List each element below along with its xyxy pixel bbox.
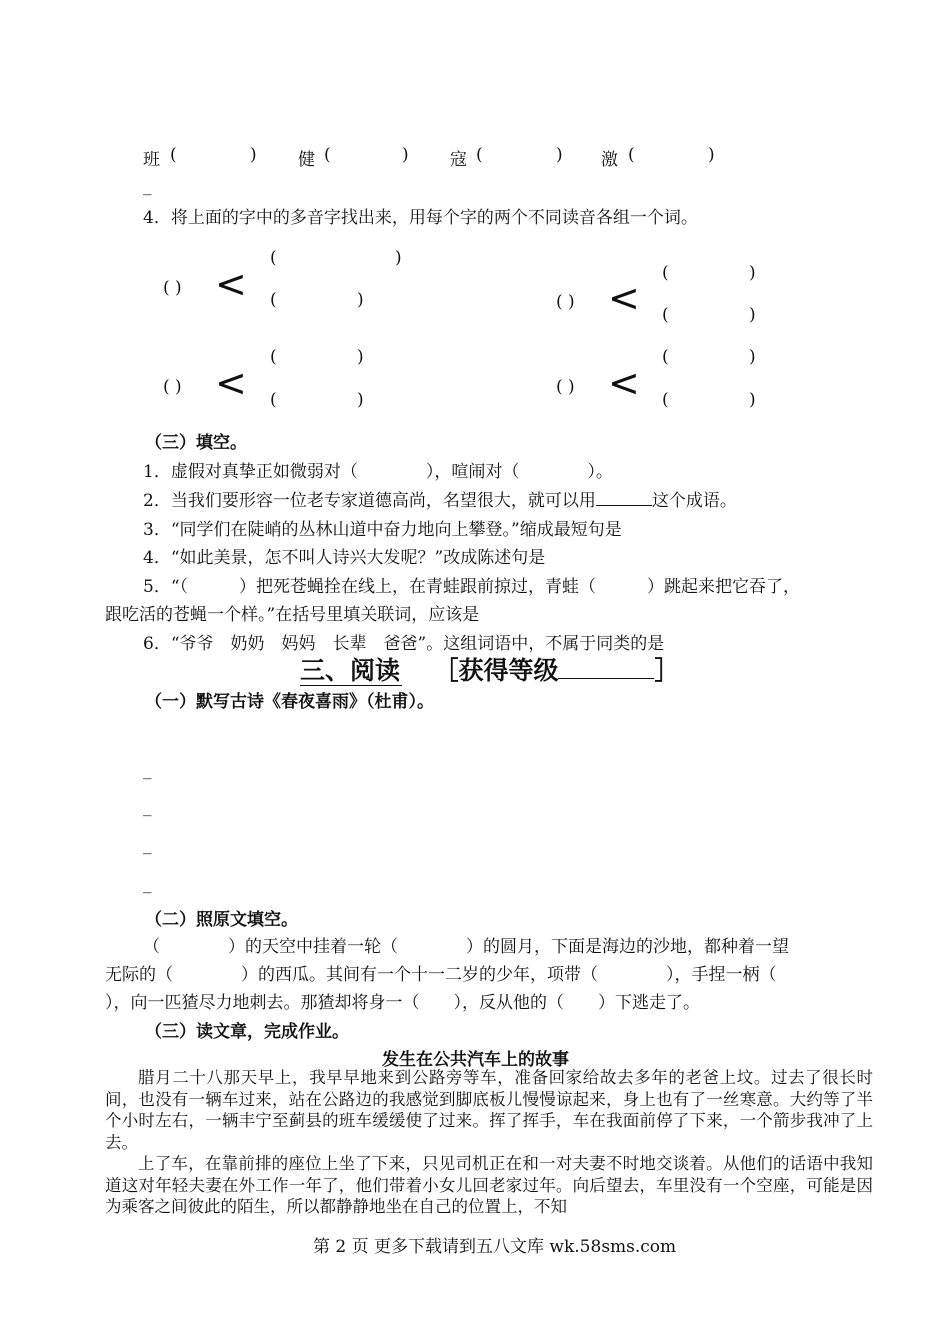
paren-open: ( [662, 390, 669, 410]
char-jian: 健 [298, 150, 315, 170]
paren-open: ( [476, 145, 483, 165]
question-4: 4．将上面的字中的多音字找出来，用每个字的两个不同读音各组一个词。 [143, 208, 698, 228]
polyphone-box: ( ) [163, 278, 182, 298]
fill-item-2-tail: 这个成语。 [651, 491, 737, 511]
paren-close: ) [749, 390, 756, 410]
paren-open: ( [170, 145, 177, 165]
fill-item-5: 5．“（ ）把死苍蝇拴在线上，在青蛙跟前掠过，青蛙（ ）跳起来把它吞了， [143, 577, 801, 597]
paren-close: ) [250, 145, 257, 165]
angle-bracket: < [608, 276, 640, 320]
paren-open: ( [324, 145, 331, 165]
article-paragraph-1: 腊月二十八那天早上，我早早地来到公路旁等车，准备回家给故去多年的老爸上坟。过去了很长时间，也没有一辆车过来，站在公路边的我感觉到脚底板儿慢慢谅起来，身上也有了一丝寒意。大约等了半个小时左右，一辆丰宁至蓟县的班车缓缓使了过来。挥了挥手，车在我面前停了下来，一个箭步我冲了上去。 [105, 1068, 873, 1152]
angle-bracket: < [215, 361, 247, 405]
answer-blank[interactable] [596, 505, 652, 506]
fill-item-2 [143, 486, 737, 511]
paren-close: ) [357, 390, 364, 410]
polyphone-box: ( ) [556, 377, 575, 397]
char-ban: 班 [143, 150, 160, 170]
paren-open: ( [270, 390, 277, 410]
angle-bracket: < [215, 262, 247, 306]
paren-close: ) [357, 347, 364, 367]
poem-line-dash: _ [143, 874, 152, 894]
paren-close: ) [749, 305, 756, 325]
angle-bracket: < [608, 361, 640, 405]
fill-original-title: （二）照原文填空。 [145, 910, 298, 930]
article-paragraph-2: 上了车，在靠前排的座位上坐了下来，只见司机正在和一对夫妻不时地交谈着。从他们的话语中我知道这对年轻夫妻在外工作一年了，他们带着小女儿回老家过年。向后望去，车里没有一个空座，可能是因为乘客之间彼此的陌生，所以都静静地坐在自己的位置上，不知 [105, 1154, 873, 1216]
paren-close: ) [357, 290, 364, 310]
char-ji: 激 [601, 150, 618, 170]
polyphone-box: ( ) [556, 292, 575, 312]
paren-close: ) [402, 145, 409, 165]
reading-grade-close: ］ [654, 656, 680, 685]
article-title: 发生在公共汽车上的故事 [382, 1050, 569, 1070]
reading-heading-main: 三、阅读 [300, 656, 401, 685]
article-task-title: （三）读文章，完成作业。 [145, 1022, 349, 1042]
paren-open: ( [628, 145, 635, 165]
page-footer: 第 2 页 更多下载请到五八文库 wk.58sms.com [313, 1237, 677, 1257]
fill-original-line-3: ），向一匹猹尽力地刺去。那猹却将身一（ ），反从他的（ ）下逃走了。 [105, 993, 700, 1013]
fill-item-4: 4．“如此美景，怎不叫人诗兴大发呢？”改成陈述句是 [143, 548, 546, 568]
poem-line-dash: _ [143, 760, 152, 780]
paren-close: ) [395, 248, 402, 268]
paren-close: ) [749, 347, 756, 367]
reading-grade-label: ［获得等级 [433, 656, 559, 685]
paren-close: ) [708, 145, 715, 165]
fill-item-1: 1．虚假对真挚正如微弱对（ ），喧闹对（ ）。 [143, 462, 613, 482]
polyphone-box: ( ) [163, 377, 182, 397]
fill-original-line-1: （ ）的天空中挂着一轮（ ）的圆月，下面是海边的沙地，都种着一望 [143, 937, 789, 957]
fill-original-line-2: 无际的（ ）的西瓜。其间有一个十一二岁的少年，项带（ ），手捏一柄（ [105, 965, 777, 985]
paren-close: ) [749, 263, 756, 283]
paren-open: ( [270, 290, 277, 310]
grade-blank[interactable] [558, 678, 654, 679]
paren-open: ( [270, 347, 277, 367]
fill-item-3: 3．“同学们在陡峭的丛林山道中奋力地向上攀登。”缩成最短句是 [143, 520, 622, 540]
paren-open: ( [662, 347, 669, 367]
fill-item-6: 6．“爷爷 奶奶 妈妈 长辈 爸爸”。这组词语中，不属于同类的是 [143, 634, 665, 654]
paren-open: ( [662, 263, 669, 283]
poem-line-dash: _ [143, 797, 152, 817]
poem-task-title: （一）默写古诗《春夜喜雨》（杜甫）。 [145, 692, 434, 712]
poem-line-dash: _ [143, 835, 152, 855]
answer-dash: _ [143, 176, 152, 196]
fill-item-5-cont: 跟吃活的苍蝇一个样。”在括号里填关联词，应该是 [105, 605, 480, 625]
reading-heading [300, 651, 679, 687]
paren-open: ( [662, 305, 669, 325]
char-kou: 寇 [450, 150, 467, 170]
paren-open: ( [270, 248, 277, 268]
fill-item-2-text: 2．当我们要形容一位老专家道德高尚，名望很大，就可以用 [143, 491, 596, 511]
paren-close: ) [556, 145, 563, 165]
section-fill-title: （三）填空。 [145, 433, 247, 453]
